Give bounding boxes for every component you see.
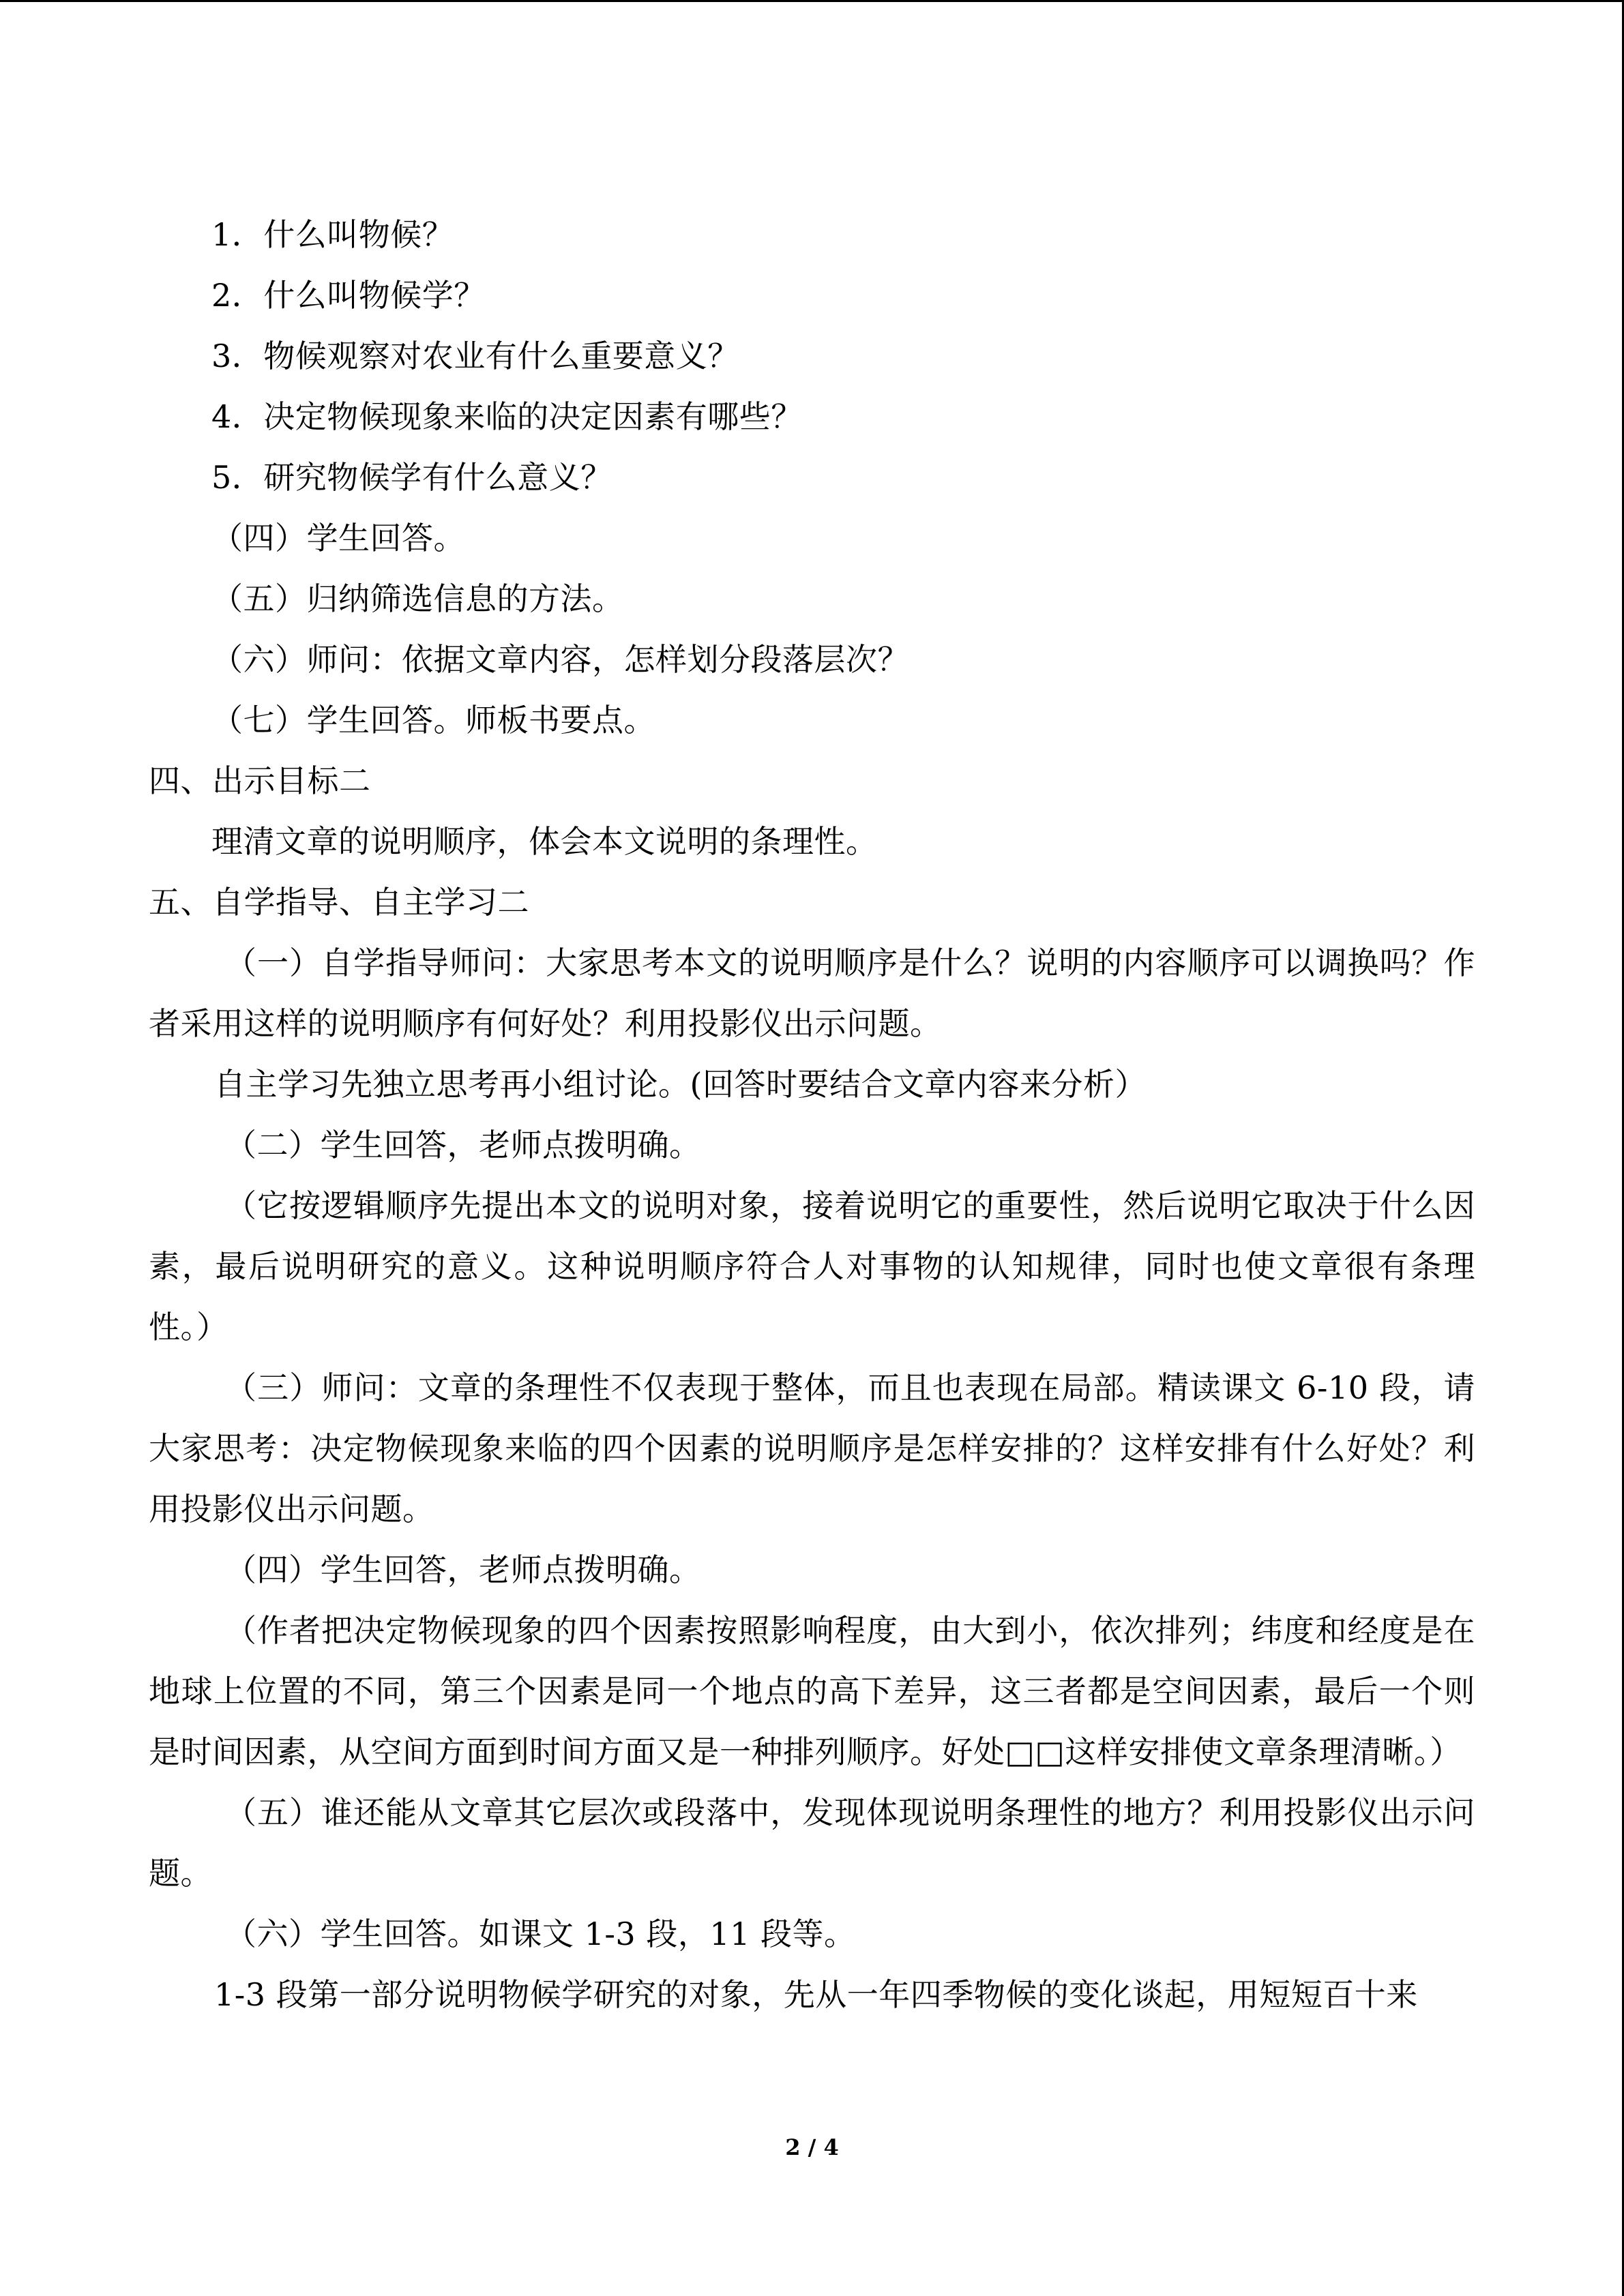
step-7: （七）学生回答。师板书要点。	[211, 702, 655, 739]
question-3: 3．物候观察对农业有什么重要意义？	[211, 338, 739, 374]
section-5-heading: 五、自学指导、自主学习二	[149, 884, 529, 921]
step-5: （五）归纳筛选信息的方法。	[211, 580, 624, 617]
paragraph-answer-4: （四）学生回答，老师点拨明确。	[225, 1551, 701, 1588]
document-body	[149, 205, 1475, 2025]
paragraph-analysis: 1-3 段第一部分说明物候学研究的对象，先从一年四季物候的变化谈起，用短短百十来	[214, 1976, 1418, 2013]
paragraph-question-3: （三）师问：文章的条理性不仅表现于整体，而且也表现在局部。精读课文 6-10 段，请大家思考：决定物候现象来临的四个因素的说明顺序是怎样安排的？这样安排有什么好处？利用投影仪出示问题。	[149, 1369, 1475, 1527]
section-4-heading: 四、出示目标二	[149, 762, 371, 799]
page-top-border	[0, 0, 1624, 2]
page-number: 2 / 4	[785, 2134, 839, 2160]
paragraph-guidance: （一）自学指导师问：大家思考本文的说明顺序是什么？说明的内容顺序可以调换吗？作者采用这样的说明顺序有何好处？利用投影仪出示问题。	[149, 944, 1475, 1042]
question-5: 5．研究物候学有什么意义？	[211, 459, 612, 496]
paragraph-explanation-1: （它按逻辑顺序先提出本文的说明对象，接着说明它的重要性，然后说明它取决于什么因素，最后说明研究的意义。这种说明顺序符合人对事物的认知规律，同时也使文章很有条理性。）	[149, 1187, 1475, 1345]
step-6: （六）师问：依据文章内容，怎样划分段落层次？	[211, 641, 909, 678]
section-4-body: 理清文章的说明顺序，体会本文说明的条理性。	[211, 823, 878, 860]
step-4: （四）学生回答。	[211, 520, 465, 556]
paragraph-answer-2: （二）学生回答，老师点拨明确。	[225, 1127, 701, 1163]
question-4: 4．决定物候现象来临的决定因素有哪些？	[211, 398, 803, 435]
paragraph-question-5: （五）谁还能从文章其它层次或段落中，发现体现说明条理性的地方？利用投影仪出示问题。	[149, 1794, 1475, 1892]
paragraph-explanation-2: （作者把决定物候现象的四个因素按照影响程度，由大到小，依次排列；纬度和经度是在地球上位置的不同，第三个因素是同一个地点的高下差异，这三者都是空间因素，最后一个则是时间因素，从空间方面到时间方面又是一种排列顺序。好处□□这样安排使文章条理清晰。）	[149, 1612, 1475, 1770]
paragraph-self-study: 自主学习先独立思考再小组讨论。(回答时要结合文章内容来分析）	[214, 1066, 1147, 1103]
paragraph-answer-6: （六）学生回答。如课文 1-3 段，11 段等。	[225, 1915, 856, 1952]
question-1: 1．什么叫物候？	[211, 216, 454, 253]
question-2: 2．什么叫物候学？	[211, 277, 486, 314]
